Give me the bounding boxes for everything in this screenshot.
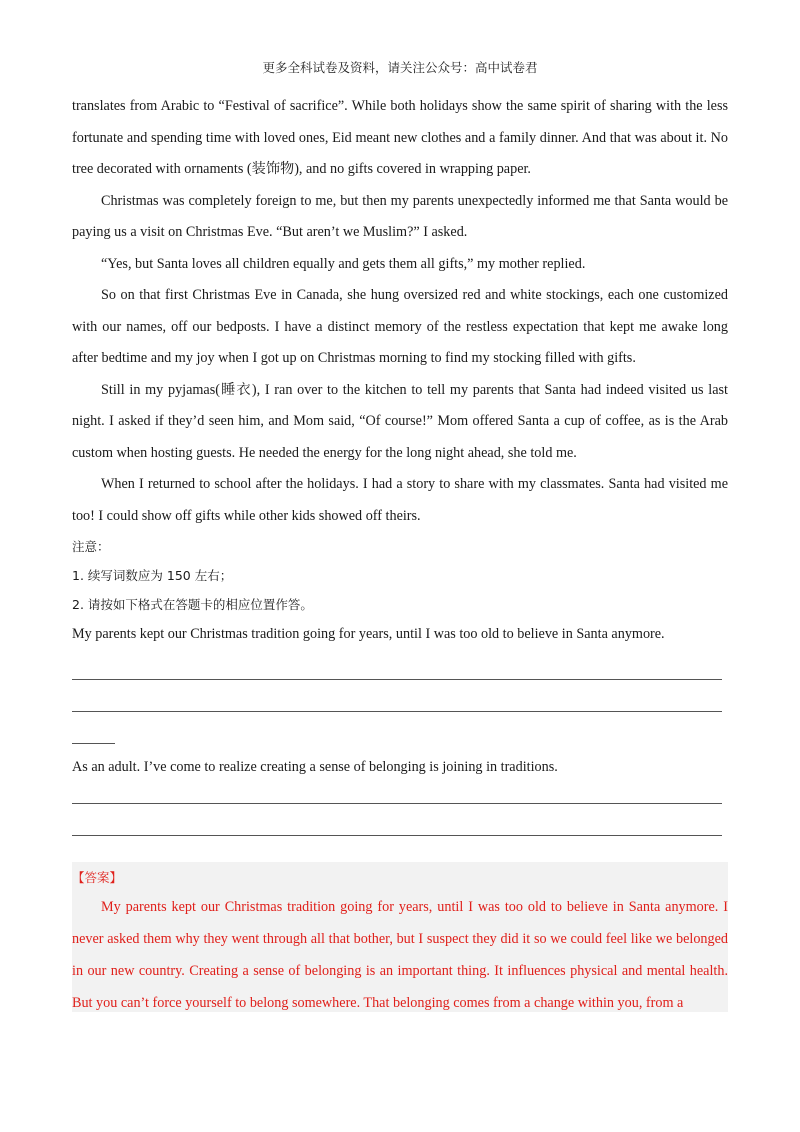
paragraph: translates from Arabic to “Festival of sacrifice”. While both holidays show the same spirit of sharing with the less fortunate and spending time with loved ones, Eid meant new clothes and a family dinner. And that was about it. No tree decorated with ornaments (装饰物), and no gifts covered in wrapping paper. [72,98,728,177]
note-item: 1. 续写词数应为 150 左右； [72,568,233,583]
paragraph: “Yes, but Santa loves all children equally and gets them all gifts,” my mother replied. [101,255,586,272]
passage [72,91,728,868]
page-header: 更多全科试卷及资料，请关注公众号：高中试卷君 [262,60,538,75]
paragraph: When I returned to school after the holidays. I had a story to share with my classmates. Santa had visited me too! I could show off gifts while other kids showed off theirs. [72,476,728,524]
notes-title: 注意： [72,539,110,554]
answer-text: My parents kept our Christmas tradition going for years, until I was too old to believe in Santa anymore. I never asked them why they went through all that bother, but I suspect they did it so we could feel like we belonged in our new country. Creating a sense of belonging is an important thing. It influences physical and mental health. But you can’t force yourself to belong somewhere. That belonging comes from a change within you, from a [72,899,728,1011]
paragraph: Christmas was completely foreign to me, but then my parents unexpectedly informed me that Santa would be paying us a visit on Christmas Eve. “But aren’t we Muslim?” I asked. [72,192,728,240]
paragraph: Still in my pyjamas(睡衣), I ran over to the kitchen to tell my parents that Santa had indeed visited us last night. I asked if they’d seen him, and Mom said, “Of course!” Mom offered Santa a cup of coffee, as is the Arab custom when hosting guests. He needed the energy for the long night ahead, she told me. [72,381,728,461]
continuation-prompt-2: As an adult. I’ve come to realize creating a sense of belonging is joining in traditions. [72,759,558,775]
paragraph: So on that first Christmas Eve in Canada, she hung oversized red and white stockings, each one customized with our names, off our bedposts. I have a distinct memory of the restless expectation that kept me awake long after bedtime and my joy when I got up on Christmas morning to find my stocking filled with gifts. [72,287,728,366]
answer-label: 【答案】 [72,870,123,885]
note-item: 2. 请按如下格式在答题卡的相应位置作答。 [72,597,313,612]
answer-section [72,862,728,1012]
continuation-prompt-1: My parents kept our Christmas tradition going for years, until I was too old to believe in Santa anymore. [72,626,665,642]
